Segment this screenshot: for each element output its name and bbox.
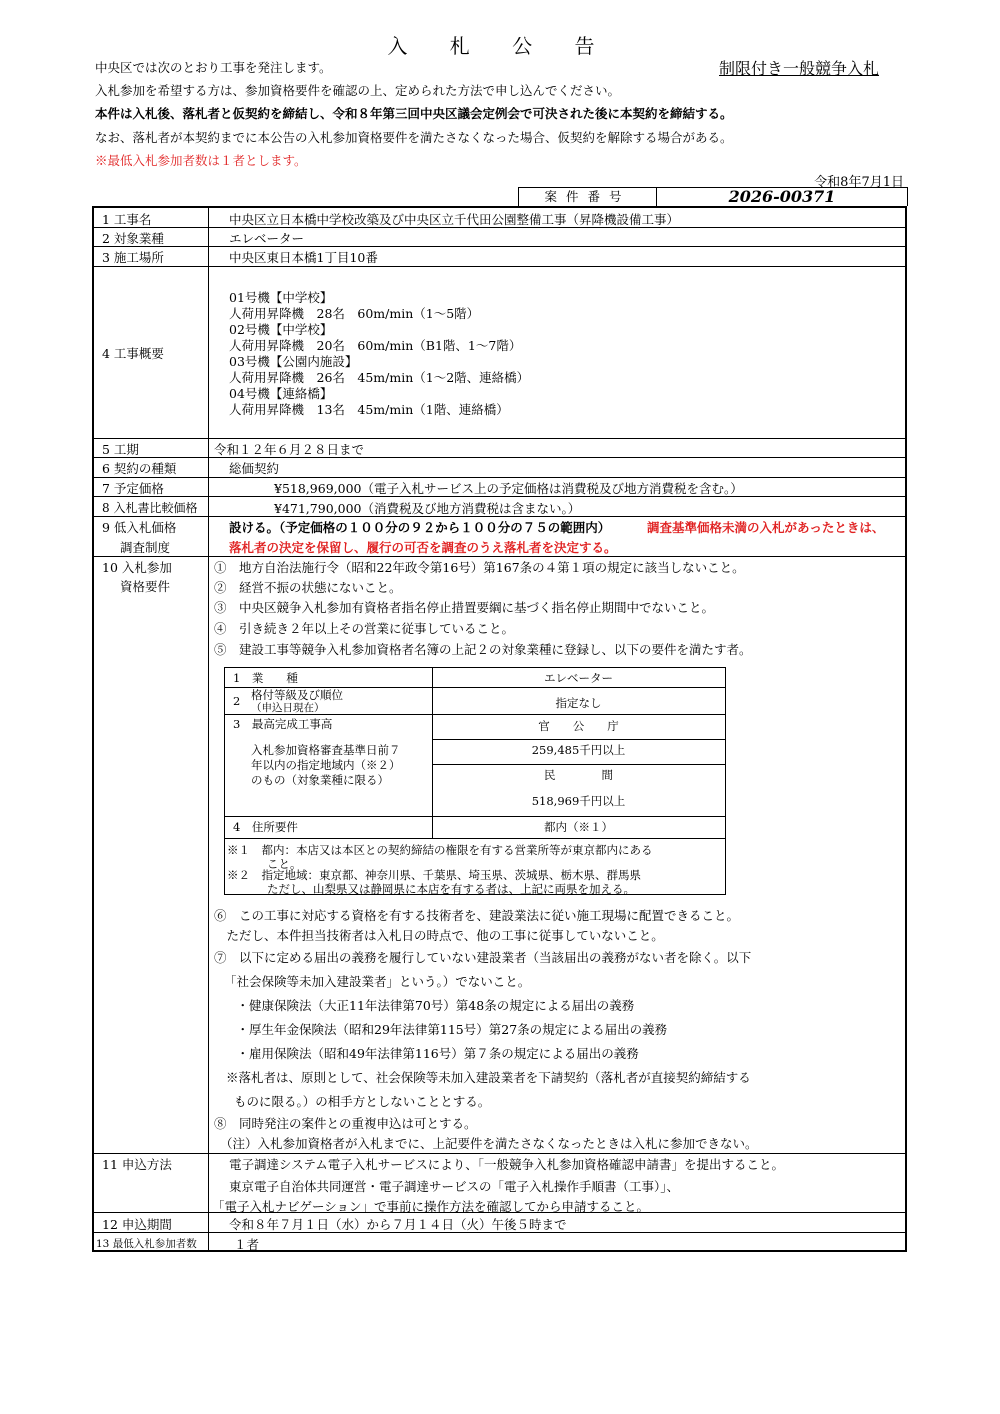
qualification-item: ただし、本件担当技術者は入札日の時点で、他の工事に従事していないこと。 bbox=[214, 928, 664, 943]
low-bid-red-text: 落札者の決定を保留し、履行の可否を調査のうえ落札者を決定する。 bbox=[229, 540, 617, 555]
row-label-application: 11 申込方法 bbox=[102, 1157, 172, 1172]
notice-table bbox=[92, 206, 907, 1252]
row-label-app-period: 12 申込期間 bbox=[102, 1217, 172, 1232]
notice-date: 令和8年7月1日 bbox=[814, 175, 904, 190]
case-number-label: 案件番号 bbox=[519, 188, 657, 206]
sub-achievement-desc: のもの（対象業種に限る） bbox=[251, 773, 389, 787]
qualification-item: ※落札者は、原則として、社会保険等未加入建設業者を下請契約（落札者が直接契約締結する bbox=[226, 1070, 751, 1085]
overview-line: 人荷用昇降機 28名 60m/min（1～5階） bbox=[229, 306, 480, 321]
sub-note: ただし、山梨県又は静岡県に本店を有する者は、上記に両県を加える。 bbox=[267, 882, 635, 896]
sub-private-value: 518,969千円以上 bbox=[531, 794, 626, 808]
industry: エレベーター bbox=[229, 231, 305, 246]
overview-line: 04号機【連絡橋】 bbox=[229, 386, 333, 401]
row-label-low-bid-2: 調査制度 bbox=[120, 540, 171, 555]
qualification-item: ⑥ この工事に対応する資格を有する技術者を、建設業法に従い施工現場に配置できること。 bbox=[214, 908, 740, 923]
sub-public-label: 官 公 庁 bbox=[538, 719, 619, 733]
period: 令和１２年６月２８日まで bbox=[214, 442, 365, 457]
overview-line: 03号機【公園内施設】 bbox=[229, 354, 358, 369]
contract-type: 総価契約 bbox=[229, 461, 280, 476]
overview-line: 01号機【中学校】 bbox=[229, 290, 333, 305]
min-bidders: １者 bbox=[234, 1237, 260, 1252]
sub-private-label: 民 間 bbox=[544, 768, 613, 782]
sub-grade-num: 2 bbox=[233, 694, 241, 708]
overview-line: 人荷用昇降機 26名 45m/min（1～2階、連絡橋） bbox=[229, 370, 530, 385]
row-label-site: 3 施工場所 bbox=[102, 250, 164, 265]
application-line: 「電子入札ナビゲーション」で事前に操作方法を確認してから申請すること。 bbox=[212, 1199, 650, 1214]
intro-bold-line: 本件は入札後、落札者と仮契約を締結し、令和８年第三回中央区議会定例会で可決された後に本契約を締結する。 bbox=[95, 106, 733, 121]
sub-industry-label: 1 業 種 bbox=[233, 671, 298, 685]
sub-grade-value: 指定なし bbox=[555, 696, 602, 710]
row-label-qualification-2: 資格要件 bbox=[120, 579, 171, 594]
sub-grade-label: 格付等級及び順位 bbox=[251, 688, 343, 702]
overview-line: 02号機【中学校】 bbox=[229, 322, 333, 337]
sub-achievement-desc: 入札参加資格審査基準日前７ bbox=[251, 743, 401, 757]
row-label-min-bidders: 13 最低入札参加者数 bbox=[96, 1238, 197, 1250]
min-bidder-note: ※最低入札参加者数は１者とします。 bbox=[95, 153, 307, 168]
qualification-item: ⑧ 同時発注の案件との重複申込は可とする。 bbox=[214, 1116, 477, 1131]
qualification-item: 「社会保険等未加入建設業者」という。）でないこと。 bbox=[224, 974, 531, 989]
project-name: 中央区立日本橋中学校改築及び中央区立千代田公園整備工事（昇降機設備工事） bbox=[229, 212, 680, 227]
qualification-item: ⑦ 以下に定める届出の義務を履行していない建設業者（当該届出の義務がない者を除く。以下 bbox=[214, 950, 752, 965]
row-label-qualification: 10 入札参加 bbox=[102, 560, 172, 575]
overview-line: 人荷用昇降機 13名 45m/min（1階、連絡橋） bbox=[229, 402, 509, 417]
row-label-contract-type: 6 契約の種類 bbox=[102, 461, 177, 476]
low-bid-text: 設ける。（予定価格の１００分の９２から１００分の７５の範囲内） bbox=[229, 520, 611, 535]
row-label-low-bid: 9 低入札価格 bbox=[102, 520, 177, 535]
row-label-industry: 2 対象業種 bbox=[102, 231, 164, 246]
qualification-item: ③ 中央区競争入札参加有資格者指名停止措置要綱に基づく指名停止期間中でないこと。 bbox=[214, 600, 715, 615]
estimated-price: ¥518,969,000（電子入札サービス上の予定価格は消費税及び地方消費税を含む。） bbox=[274, 481, 743, 496]
requirements-subtable bbox=[224, 667, 726, 895]
sub-note: ※１ 都内：本店又は本区との契約締結の権限を有する営業所等が東京都内にある bbox=[227, 843, 653, 857]
sub-public-value: 259,485千円以上 bbox=[531, 743, 626, 757]
sub-note: こと。 bbox=[267, 857, 302, 871]
intro-line: 入札参加を希望する方は、参加資格要件を確認の上、定められた方法で申し込んでください。 bbox=[95, 83, 621, 98]
sub-grade-label-2: （申込日現在） bbox=[251, 702, 325, 714]
qualification-item: ・健康保険法（大正11年法律第70号）第48条の規定による届出の義務 bbox=[224, 998, 635, 1013]
page-title: 入 札 公 告 bbox=[387, 34, 613, 58]
intro-line: なお、落札者が本契約までに本公告の入札参加資格要件を満たさなくなった場合、仮契約を解除する場合がある。 bbox=[95, 130, 733, 145]
qualification-item: ④ 引き続き２年以上その営業に従事していること。 bbox=[214, 621, 515, 636]
case-number-box bbox=[518, 187, 908, 206]
application-line: 電子調達システム電子入札サービスにより、「一般競争入札参加資格確認申請書」を提出すること。 bbox=[229, 1157, 785, 1172]
application-line: 東京電子自治体共同運営・電子調達サービスの「電子入札操作手順書（工事）」、 bbox=[229, 1179, 680, 1194]
qualification-item: ・厚生年金保険法（昭和29年法律第115号）第27条の規定による届出の義務 bbox=[224, 1022, 668, 1037]
overview-line: 人荷用昇降機 20名 60m/min（B1階、1～7階） bbox=[229, 338, 522, 353]
sub-address-value: 都内（※１） bbox=[544, 820, 613, 834]
qualification-item: ② 経営不振の状態にないこと。 bbox=[214, 580, 402, 595]
site: 中央区東日本橋1丁目10番 bbox=[229, 250, 378, 265]
intro-line: 中央区では次のとおり工事を発注します。 bbox=[95, 60, 332, 75]
qualification-item: ① 地方自治法施行令（昭和22年政令第16号）第167条の４第１項の規定に該当しないこと。 bbox=[214, 560, 745, 575]
tender-type: 制限付き一般競争入札 bbox=[719, 59, 880, 78]
qualification-item: ⑤ 建設工事等競争入札参加資格者名簿の上記２の対象業種に登録し、以下の要件を満たす者。 bbox=[214, 642, 752, 657]
row-label-period: 5 工期 bbox=[102, 442, 139, 457]
sub-note: ※２ 指定地域：東京都、神奈川県、千葉県、埼玉県、茨城県、栃木県、群馬県 bbox=[227, 868, 641, 882]
qualification-item: ・雇用保険法（昭和49年法律第116号）第７条の規定による届出の義務 bbox=[224, 1046, 639, 1061]
sub-achievement-label: 3 最高完成工事高 bbox=[233, 717, 333, 731]
row-label-overview: 4 工事概要 bbox=[102, 346, 164, 361]
sub-industry-value: エレベーター bbox=[544, 671, 613, 685]
qualification-item: （注）入札参加資格者が入札までに、上記要件を満たさなくなったときは入札に参加できない。 bbox=[220, 1136, 758, 1151]
row-label-project-name: 1 工事名 bbox=[102, 212, 152, 227]
row-label-compare-price: 8 入札書比較価格 bbox=[102, 501, 198, 515]
sub-achievement-desc: 年以内の指定地域内（※２） bbox=[251, 758, 401, 772]
qualification-item: ものに限る。）の相手方としないこととする。 bbox=[234, 1094, 491, 1109]
case-number: 2026-00371 bbox=[728, 187, 836, 206]
sub-address-label: 4 住所要件 bbox=[233, 820, 298, 834]
row-label-estimated-price: 7 予定価格 bbox=[102, 481, 164, 496]
compare-price: ¥471,790,000（消費税及び地方消費税は含まない。） bbox=[274, 501, 581, 516]
low-bid-red-text: 調査基準価格未満の入札があったときは、 bbox=[647, 520, 885, 535]
app-period: 令和８年７月１日（水）から７月１４日（火）午後５時まで bbox=[229, 1217, 567, 1232]
